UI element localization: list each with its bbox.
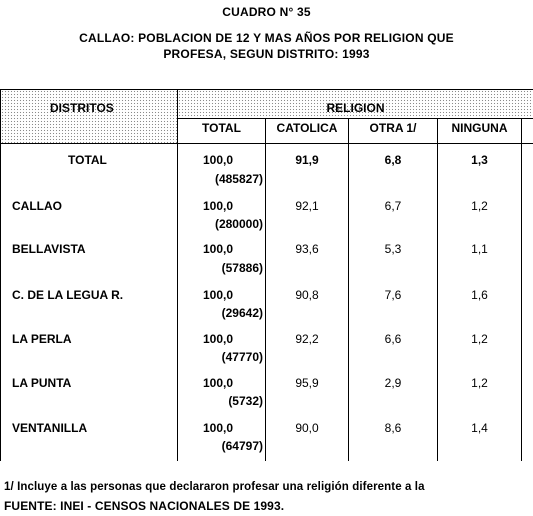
row-ventanilla-ninguna: 1,4 bbox=[471, 421, 488, 435]
row-ventanilla-pop: (64797) bbox=[221, 439, 263, 453]
row-total-total: 100,0 bbox=[203, 153, 234, 167]
row-laperla-otra: 6,6 bbox=[384, 332, 402, 346]
row-callao-pop: (280000) bbox=[214, 217, 263, 231]
row-laperla-pop: (47770) bbox=[221, 350, 263, 364]
header-religion: RELIGION bbox=[326, 101, 385, 115]
table-top-rule bbox=[0, 89, 533, 90]
religion-divider-rule bbox=[177, 118, 533, 119]
header-ninguna: NINGUNA bbox=[451, 121, 508, 135]
row-bellavista-otra: 5,3 bbox=[384, 242, 402, 256]
row-ventanilla-total: 100,0 bbox=[203, 421, 234, 435]
row-bellavista-distrito: BELLAVISTA bbox=[12, 242, 86, 256]
row-lapunta-otra: 2,9 bbox=[384, 376, 402, 390]
row-laperla-total: 100,0 bbox=[203, 332, 234, 346]
row-laperla-ninguna: 1,2 bbox=[471, 332, 488, 346]
header-shading-distritos bbox=[1, 90, 177, 143]
row-bellavista-total: 100,0 bbox=[203, 242, 234, 256]
row-lapunta-pop: (5732) bbox=[228, 394, 263, 408]
row-ventanilla-distrito: VENTANILLA bbox=[12, 421, 88, 435]
row-callao-ninguna: 1,2 bbox=[471, 199, 488, 213]
row-bellavista-catolica: 93,6 bbox=[295, 242, 319, 256]
table-title bbox=[0, 30, 533, 62]
row-bellavista-ninguna: 1,1 bbox=[471, 242, 488, 256]
header-bottom-rule bbox=[0, 143, 533, 144]
title-line-1: CALLAO: POBLACION DE 12 Y MAS AÑOS POR RELIGION QUE bbox=[79, 31, 454, 45]
row-lapunta-ninguna: 1,2 bbox=[471, 376, 488, 390]
source-note: FUENTE: INEI - CENSOS NACIONALES DE 1993. bbox=[4, 499, 285, 513]
table-left-rule bbox=[0, 89, 1, 461]
header-catolica: CATOLICA bbox=[276, 121, 338, 135]
row-lapunta-distrito: LA PUNTA bbox=[12, 376, 72, 390]
table-number: CUADRO N° 35 bbox=[222, 5, 311, 19]
row-legua-pop: (29642) bbox=[221, 306, 263, 320]
header-otra: OTRA 1/ bbox=[369, 121, 417, 135]
header-distritos: DISTRITOS bbox=[50, 101, 114, 115]
row-lapunta-total: 100,0 bbox=[203, 376, 234, 390]
row-legua-total: 100,0 bbox=[203, 288, 234, 302]
row-total-otra: 6,8 bbox=[384, 153, 402, 167]
row-lapunta-catolica: 95,9 bbox=[295, 376, 319, 390]
row-ventanilla-otra: 8,6 bbox=[384, 421, 402, 435]
table-right-rule bbox=[521, 118, 522, 461]
row-total-pop: (485827) bbox=[214, 172, 263, 186]
row-legua-catolica: 90,8 bbox=[295, 288, 319, 302]
data-table bbox=[0, 89, 533, 461]
title-line-2: PROFESA, SEGUN DISTRITO: 1993 bbox=[163, 47, 370, 61]
row-callao-distrito: CALLAO bbox=[12, 199, 62, 213]
row-laperla-distrito: LA PERLA bbox=[12, 332, 72, 346]
footnote: 1/ Incluye a las personas que declararon profesar una religión diferente a la bbox=[4, 481, 425, 493]
row-legua-otra: 7,6 bbox=[384, 288, 402, 302]
header-total: TOTAL bbox=[202, 121, 241, 135]
row-callao-otra: 6,7 bbox=[384, 199, 402, 213]
row-legua-ninguna: 1,6 bbox=[471, 288, 488, 302]
row-total-ninguna: 1,3 bbox=[471, 153, 488, 167]
row-total-distrito: TOTAL bbox=[68, 153, 107, 167]
row-callao-total: 100,0 bbox=[203, 199, 234, 213]
row-laperla-catolica: 92,2 bbox=[295, 332, 319, 346]
row-ventanilla-catolica: 90,0 bbox=[295, 421, 319, 435]
row-bellavista-pop: (57886) bbox=[221, 261, 263, 275]
row-callao-catolica: 92,1 bbox=[295, 199, 319, 213]
row-total-catolica: 91,9 bbox=[295, 153, 319, 167]
row-legua-distrito: C. DE LA LEGUA R. bbox=[12, 288, 124, 302]
